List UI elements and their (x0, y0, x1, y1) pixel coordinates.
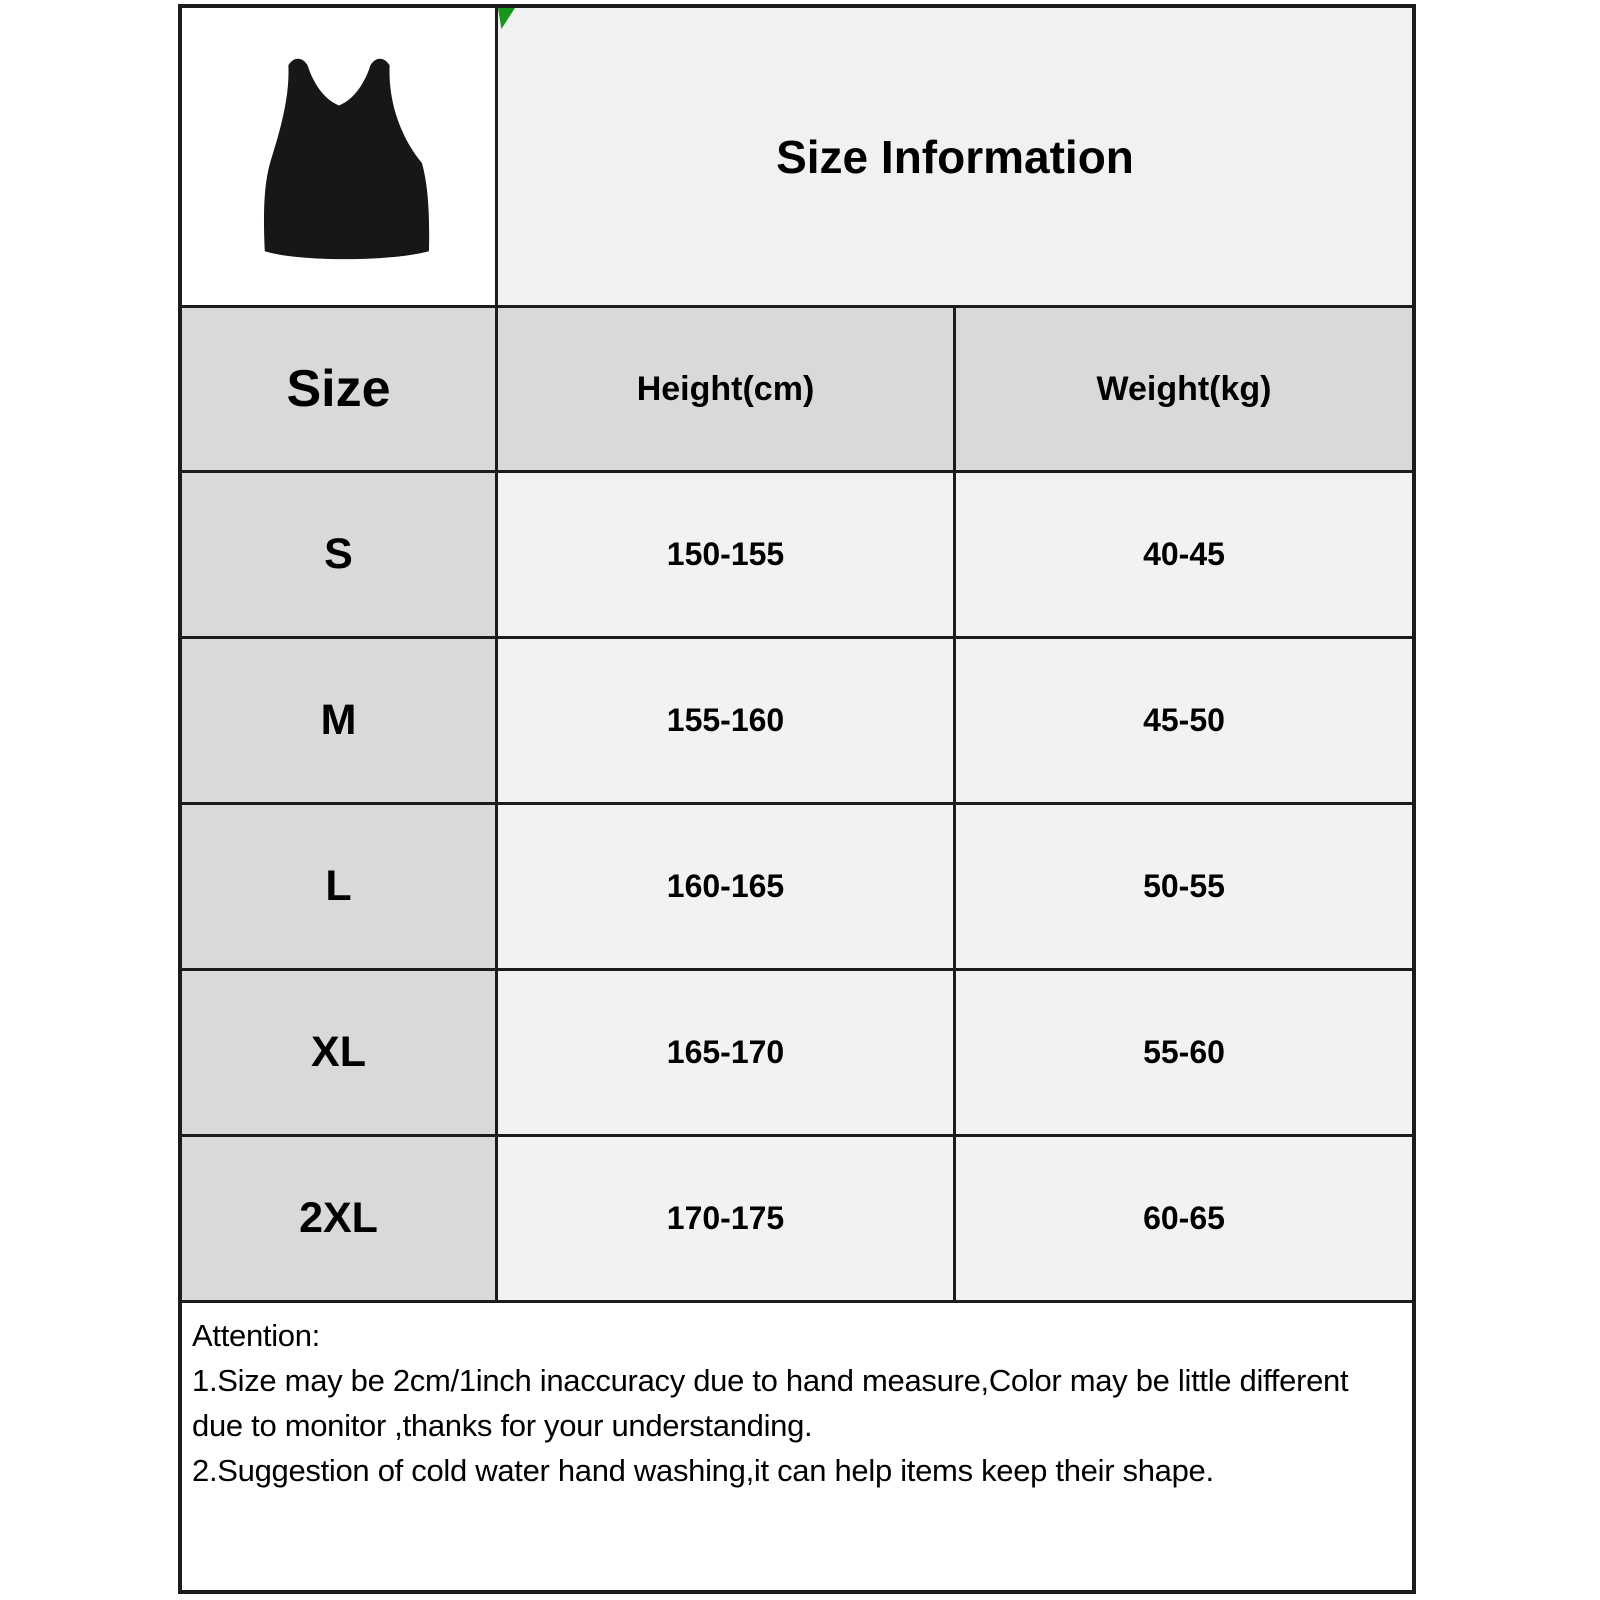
table-header-row (182, 308, 1412, 473)
weight-value: 45-50 (956, 639, 1412, 802)
table-row-s (182, 473, 1412, 639)
attention-note-2: 2.Suggestion of cold water hand washing,it can help items keep their shape. (192, 1453, 1214, 1488)
title-cell (498, 8, 1412, 305)
top-row (182, 8, 1412, 308)
column-header-height: Height(cm) (498, 308, 956, 470)
weight-value: 60-65 (956, 1137, 1412, 1300)
weight-value: 50-55 (956, 805, 1412, 968)
page-title: Size Information (776, 130, 1134, 183)
height-value: 165-170 (498, 971, 956, 1134)
table-row-l (182, 805, 1412, 971)
height-value: 160-165 (498, 805, 956, 968)
column-header-size: Size (182, 308, 498, 470)
size-value: 2XL (182, 1137, 498, 1300)
tank-top-image (215, 31, 463, 283)
weight-value: 55-60 (956, 971, 1412, 1134)
size-chart-sheet (178, 4, 1416, 1594)
height-value: 155-160 (498, 639, 956, 802)
size-value: XL (182, 971, 498, 1134)
column-header-weight: Weight(kg) (956, 308, 1412, 470)
cell-corner-flag-icon (498, 8, 515, 29)
attention-note-1: 1.Size may be 2cm/1inch inaccuracy due to hand measure,Color may be little different due to monitor ,thanks for your understanding. (192, 1363, 1349, 1443)
size-value: M (182, 639, 498, 802)
product-image-cell (182, 8, 498, 305)
table-row-2xl (182, 1137, 1412, 1303)
attention-heading: Attention: (192, 1318, 320, 1353)
height-value: 170-175 (498, 1137, 956, 1300)
height-value: 150-155 (498, 473, 956, 636)
size-value: L (182, 805, 498, 968)
size-value: S (182, 473, 498, 636)
attention-box (182, 1303, 1412, 1590)
weight-value: 40-45 (956, 473, 1412, 636)
table-row-xl (182, 971, 1412, 1137)
table-row-m (182, 639, 1412, 805)
